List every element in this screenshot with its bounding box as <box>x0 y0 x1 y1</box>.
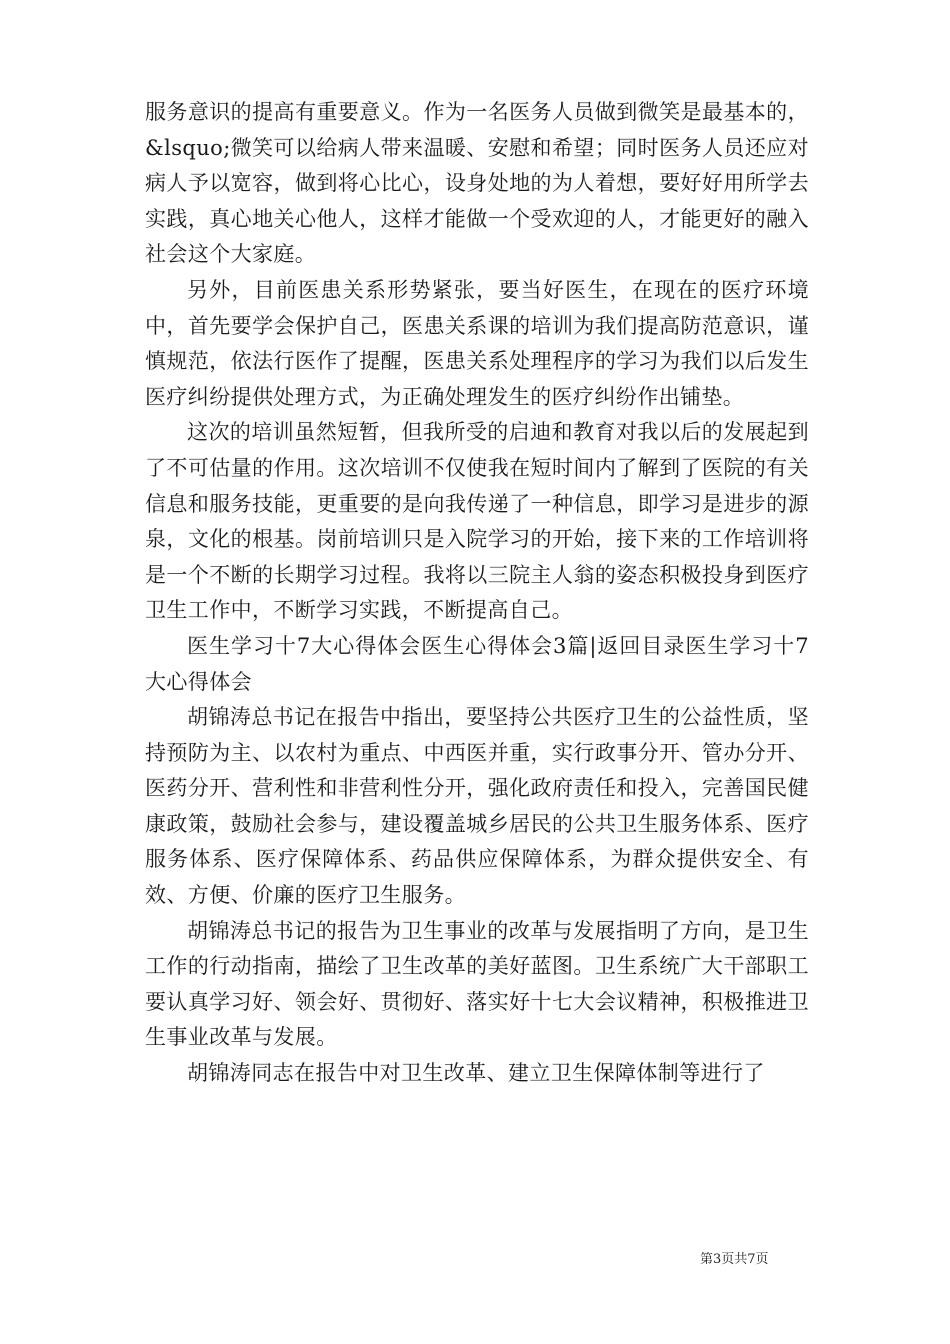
section-heading-link: 医生学习十7大心得体会医生心得体会3篇|返回目录医生学习十7大心得体会 <box>145 633 809 694</box>
paragraph-training-reflection: 这次的培训虽然短暂，但我所受的启迪和教育对我以后的发展起到了不可估量的作用。这次培训不仅使我在短时间内了解到了医院的有关信息和服务技能，更重要的是向我传递了一种信息，即学习是进步的源泉，文化的根基。岗前培训只是入院学习的开始，接下来的工作培训将是一个不断的长期学习过程。我将以三院主人翁的姿态积极投身到医疗卫生工作中，不断学习实践，不断提高自己。 <box>145 420 809 623</box>
paragraph-report-continued: 胡锦涛同志在报告中对卫生改革、建立卫生保障体制等进行了 <box>187 1061 765 1086</box>
page-number: 第3页共7页 <box>700 1252 769 1267</box>
paragraph-report-points: 胡锦涛总书记在报告中指出，要坚持公共医疗卫生的公益性质，坚持预防为主、以农村为重点、中西医并重，实行政事分开、管办分开、医药分开、营利性和非营利性分开，强化政府责任和投入，完善国民健康政策，鼓励社会参与，建设覆盖城乡居民的公共卫生服务体系、医疗服务体系、医疗保障体系、药品供应保障体系，为群众提供安全、有效、方便、价廉的医疗卫生服务。 <box>145 705 809 908</box>
paragraph-doctor-patient-relations: 另外，目前医患关系形势紧张，要当好医生，在现在的医疗环境中，首先要学会保护自己，医患关系课的培训为我们提高防范意识，谨慎规范，依法行医作了提醒，医患关系处理程序的学习为我们以后发生医疗纠纷提供处理方式，为正确处理发生的医疗纠纷作出铺垫。 <box>145 277 809 409</box>
document-body <box>145 95 809 1092</box>
paragraph-report-direction: 胡锦涛总书记的报告为卫生事业的改革与发展指明了方向，是卫生工作的行动指南，描绘了卫生改革的美好蓝图。卫生系统广大干部职工要认真学习好、领会好、贯彻好、落实好十七大会议精神，积极推进卫生事业改革与发展。 <box>145 918 809 1050</box>
paragraph-service-awareness: 服务意识的提高有重要意义。作为一名医务人员做到微笑是最基本的，&lsquo;微笑可以给病人带来温暖、安慰和希望；同时医务人员还应对病人予以宽容，做到将心比心，设身处地的为人着想，要好好用所学去实践，真心地关心他人，这样才能做一个受欢迎的人，才能更好的融入社会这个大家庭。 <box>145 100 809 267</box>
